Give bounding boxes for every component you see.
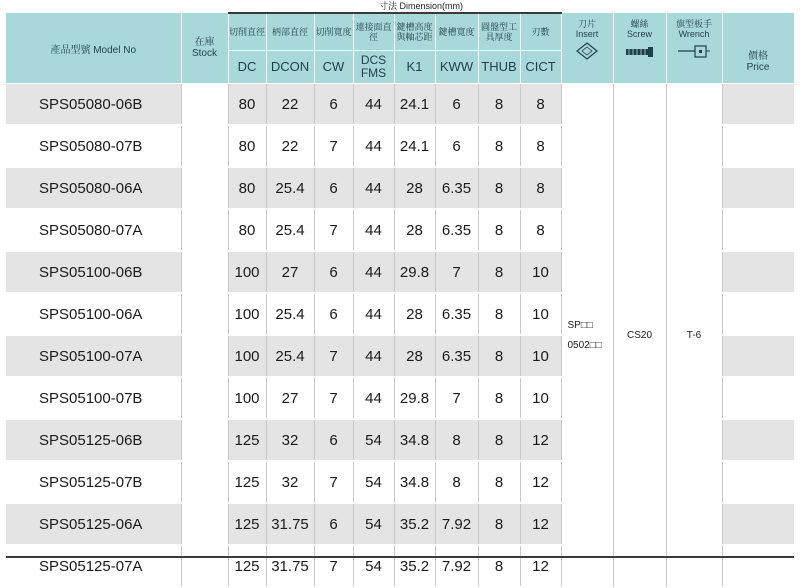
header-stock-en: Stock (191, 48, 217, 59)
cict-cell: 8 (520, 209, 561, 251)
dcs-cell: 44 (353, 377, 394, 419)
model-cell: SPS05100-07A (6, 335, 181, 377)
header-screw-cn: 螺絲 (630, 19, 649, 29)
dcon-cell: 25.4 (266, 167, 314, 209)
dcon-cell: 25.4 (266, 335, 314, 377)
thub-cell: 8 (478, 251, 520, 293)
insert-code-line2: 0502□□ (567, 339, 602, 351)
dcon-cell: 22 (266, 125, 314, 167)
cict-cell: 10 (520, 293, 561, 335)
dc-cell: 100 (228, 335, 266, 377)
stock-cell (181, 503, 228, 545)
header-wrench-en: Wrench (678, 29, 710, 39)
kww-cell: 7.92 (435, 503, 478, 545)
insert-cell (561, 84, 613, 588)
cict-cell: 10 (520, 251, 561, 293)
k1-cell: 34.8 (394, 419, 435, 461)
kww-cell: 7 (435, 377, 478, 419)
k1-cell: 28 (394, 293, 435, 335)
dcon-cell: 27 (266, 251, 314, 293)
header-k1-cn: 鍵槽高度與軸芯距 (394, 13, 435, 51)
stock-cell (181, 545, 228, 587)
header-cw-code: CW (314, 51, 353, 84)
cict-cell: 12 (520, 461, 561, 503)
model-cell: SPS05100-07B (6, 377, 181, 419)
dc-cell: 125 (228, 419, 266, 461)
square-insert-icon (576, 42, 598, 60)
header-stock-cn: 在庫 (194, 37, 215, 48)
cict-cell: 8 (520, 84, 561, 126)
wrench-icon (677, 45, 711, 61)
dcs-cell: 54 (353, 419, 394, 461)
cw-cell: 7 (314, 209, 353, 251)
header-price (722, 13, 794, 84)
dcs-cell: 54 (353, 503, 394, 545)
thub-cell: 8 (478, 419, 520, 461)
header-insert (561, 13, 613, 84)
stock-cell (181, 377, 228, 419)
cw-cell: 7 (314, 545, 353, 587)
table-header (6, 13, 794, 84)
k1-cell: 28 (394, 167, 435, 209)
price-cell (722, 461, 794, 503)
dcs-cell: 54 (353, 461, 394, 503)
header-model: 產品型號 Model No (6, 13, 181, 84)
header-wrench (666, 13, 722, 84)
header-price-en: Price (746, 62, 770, 73)
price-cell (722, 125, 794, 167)
header-cict-code: CICT (520, 51, 561, 84)
stock-cell (181, 84, 228, 126)
dcs-cell: 54 (353, 545, 394, 587)
k1-cell: 28 (394, 335, 435, 377)
thub-cell: 8 (478, 377, 520, 419)
k1-cell: 24.1 (394, 84, 435, 126)
cict-cell: 10 (520, 377, 561, 419)
dcon-cell: 27 (266, 377, 314, 419)
stock-cell (181, 293, 228, 335)
cw-cell: 6 (314, 84, 353, 126)
price-cell (722, 251, 794, 293)
kww-cell: 7 (435, 251, 478, 293)
dc-cell: 80 (228, 125, 266, 167)
kww-cell: 6 (435, 84, 478, 126)
price-cell (722, 419, 794, 461)
kww-cell: 6.35 (435, 293, 478, 335)
header-dc-code: DC (228, 51, 266, 84)
header-stock (181, 13, 228, 84)
cw-cell: 7 (314, 335, 353, 377)
table-bottom-rule (6, 556, 794, 558)
model-cell: SPS05080-06B (6, 84, 181, 126)
cw-cell: 6 (314, 293, 353, 335)
dcs-cell: 44 (353, 335, 394, 377)
cict-cell: 8 (520, 125, 561, 167)
kww-cell: 6.35 (435, 167, 478, 209)
cw-cell: 7 (314, 377, 353, 419)
dc-cell: 100 (228, 377, 266, 419)
dcs-cell: 44 (353, 293, 394, 335)
header-thub-code: THUB (478, 51, 520, 84)
model-cell: SPS05125-07A (6, 545, 181, 587)
dc-cell: 80 (228, 167, 266, 209)
header-dc-cn: 切削直徑 (228, 13, 266, 51)
header-price-cn: 價格 (748, 51, 768, 62)
price-cell (722, 209, 794, 251)
dcon-cell: 32 (266, 461, 314, 503)
cw-cell: 6 (314, 503, 353, 545)
header-dcon-code: DCON (266, 51, 314, 84)
thub-cell: 8 (478, 167, 520, 209)
dcon-cell: 31.75 (266, 545, 314, 587)
kww-cell: 6.35 (435, 209, 478, 251)
kww-cell: 6.35 (435, 335, 478, 377)
price-cell (722, 167, 794, 209)
model-cell: SPS05100-06B (6, 251, 181, 293)
price-cell (722, 293, 794, 335)
price-cell (722, 545, 794, 587)
k1-cell: 34.8 (394, 461, 435, 503)
k1-cell: 29.8 (394, 377, 435, 419)
thub-cell: 8 (478, 84, 520, 126)
header-cw-cn: 切削寬度 (314, 13, 353, 51)
header-insert-en: Insert (575, 29, 599, 39)
header-insert-cn: 刀片 (577, 19, 596, 29)
cw-cell: 7 (314, 461, 353, 503)
stock-cell (181, 209, 228, 251)
header-dcs-code: DCS FMS (353, 51, 394, 84)
kww-cell: 7.92 (435, 545, 478, 587)
dc-cell: 80 (228, 209, 266, 251)
price-cell (722, 84, 794, 126)
insert-code-line1: SP□□ (567, 319, 593, 331)
k1-cell: 35.2 (394, 545, 435, 587)
header-dcon-cn: 柄部直徑 (266, 13, 314, 51)
dcs-cell: 44 (353, 209, 394, 251)
stock-cell (181, 251, 228, 293)
stock-cell (181, 419, 228, 461)
cict-cell: 10 (520, 335, 561, 377)
dc-cell: 125 (228, 461, 266, 503)
model-cell: SPS05080-06A (6, 167, 181, 209)
dcs-cell: 44 (353, 84, 394, 126)
wrench-cell: T-6 (666, 84, 722, 588)
cict-cell: 8 (520, 167, 561, 209)
dcon-cell: 32 (266, 419, 314, 461)
header-screw (613, 13, 666, 84)
cw-cell: 6 (314, 167, 353, 209)
model-cell: SPS05100-06A (6, 293, 181, 335)
model-cell: SPS05125-07B (6, 461, 181, 503)
k1-cell: 24.1 (394, 125, 435, 167)
k1-cell: 29.8 (394, 251, 435, 293)
dcon-cell: 31.75 (266, 503, 314, 545)
dcon-cell: 22 (266, 84, 314, 126)
stock-cell (181, 125, 228, 167)
screw-cell: CS20 (613, 84, 666, 588)
model-cell: SPS05080-07B (6, 125, 181, 167)
header-kww-cn: 鍵槽寬度 (435, 13, 478, 51)
spec-table (6, 12, 795, 588)
stock-cell (181, 335, 228, 377)
dc-cell: 125 (228, 545, 266, 587)
model-cell: SPS05080-07A (6, 209, 181, 251)
cw-cell: 7 (314, 125, 353, 167)
thub-cell: 8 (478, 125, 520, 167)
cict-cell: 12 (520, 503, 561, 545)
cict-cell: 12 (520, 419, 561, 461)
cict-cell: 12 (520, 545, 561, 587)
dc-cell: 80 (228, 84, 266, 126)
table-body (6, 84, 794, 588)
dcon-cell: 25.4 (266, 209, 314, 251)
stock-cell (181, 461, 228, 503)
dimension-title: 寸法 Dimension(mm) (378, 1, 463, 11)
model-cell: SPS05125-06B (6, 419, 181, 461)
dc-cell: 100 (228, 251, 266, 293)
k1-cell: 35.2 (394, 503, 435, 545)
thub-cell: 8 (478, 461, 520, 503)
price-cell (722, 335, 794, 377)
k1-cell: 28 (394, 209, 435, 251)
screw-icon (625, 47, 655, 57)
header-screw-en: Screw (626, 29, 652, 39)
table-row (6, 84, 794, 126)
header-kww-code: KWW (435, 51, 478, 84)
kww-cell: 8 (435, 419, 478, 461)
thub-cell: 8 (478, 545, 520, 587)
thub-cell: 8 (478, 503, 520, 545)
model-cell: SPS05125-06A (6, 503, 181, 545)
header-thub-cn: 圓盤型工具厚度 (478, 13, 520, 51)
price-cell (722, 503, 794, 545)
cw-cell: 6 (314, 419, 353, 461)
dcs-cell: 44 (353, 167, 394, 209)
thub-cell: 8 (478, 209, 520, 251)
dcs-cell: 44 (353, 251, 394, 293)
kww-cell: 8 (435, 461, 478, 503)
dc-cell: 100 (228, 293, 266, 335)
header-dcs-cn: 連接面直徑 (353, 13, 394, 51)
header-cict-cn: 刃數 (520, 13, 561, 51)
cw-cell: 6 (314, 251, 353, 293)
kww-cell: 6 (435, 125, 478, 167)
stock-cell (181, 167, 228, 209)
thub-cell: 8 (478, 335, 520, 377)
header-k1-code: K1 (394, 51, 435, 84)
dcon-cell: 25.4 (266, 293, 314, 335)
price-cell (722, 377, 794, 419)
thub-cell: 8 (478, 293, 520, 335)
dcs-cell: 44 (353, 125, 394, 167)
header-wrench-cn: 旗型板手 (675, 19, 712, 29)
dc-cell: 125 (228, 503, 266, 545)
